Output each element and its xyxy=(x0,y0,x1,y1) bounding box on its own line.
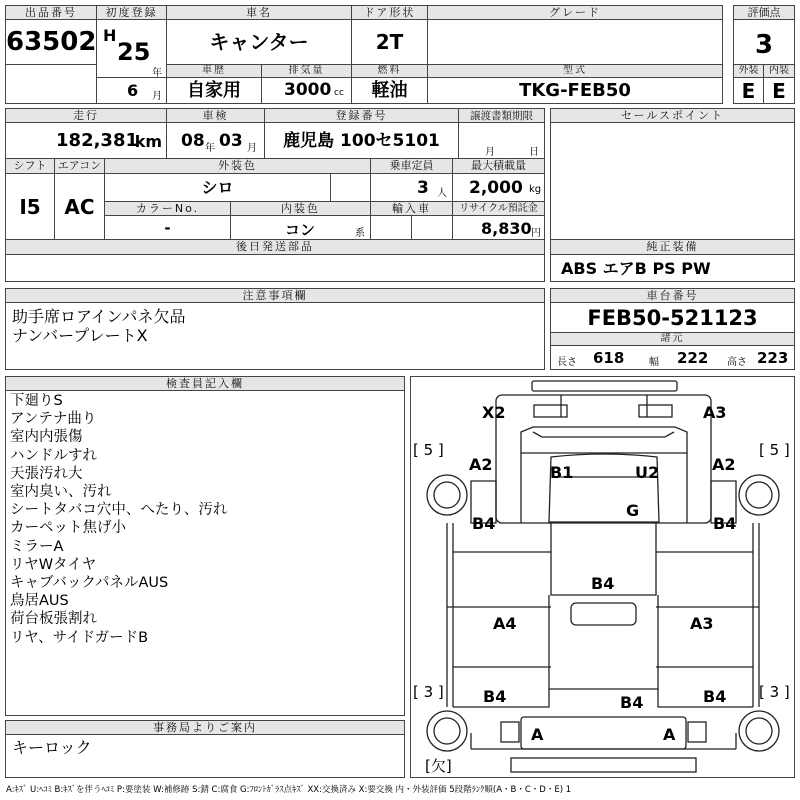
first-reg-month-cell xyxy=(97,78,167,104)
load-unit: kg xyxy=(529,184,542,195)
mark-b4-bottom-left: B4 xyxy=(483,687,507,706)
displacement-value: 3000 xyxy=(284,80,332,100)
transfer-cell xyxy=(459,123,545,159)
note-line-2: ナンバープレートX xyxy=(12,326,148,345)
displacement-unit: cc xyxy=(334,88,344,98)
mark-g: G xyxy=(626,501,640,520)
length-value: 618 xyxy=(593,349,625,367)
mileage-value: 182,381 xyxy=(56,130,138,151)
mark-a3-top: A3 xyxy=(703,403,727,422)
lot-blank xyxy=(5,65,97,104)
notes-label: 注意事項欄 xyxy=(5,288,545,303)
mark-b4-bottom-right: B4 xyxy=(703,687,727,706)
car-name-label: 車名 xyxy=(167,5,352,20)
inspector-line: カーペット焦げ小 xyxy=(10,520,126,537)
inspector-line: リヤWタイヤ xyxy=(10,556,97,573)
inspector-block xyxy=(5,376,405,716)
equipment-label: 純正装備 xyxy=(550,240,795,255)
inspector-line: リヤ、サイドガードB xyxy=(10,629,149,646)
ac-value: AC xyxy=(55,174,105,240)
lot-number: 63502 xyxy=(5,20,97,65)
inspector-line: ミラーA xyxy=(10,538,64,555)
capacity-value: 3 xyxy=(417,178,429,198)
capacity-cell xyxy=(371,174,453,202)
load-value: 2,000 xyxy=(469,178,523,198)
inspector-line: 荷台板張割れ xyxy=(10,611,97,628)
inspection-label: 車検 xyxy=(167,108,265,123)
mileage-cell xyxy=(5,123,167,159)
int-color-cell xyxy=(231,216,371,240)
import-value-a xyxy=(371,216,412,240)
exterior-grade: E xyxy=(733,78,764,104)
inspector-line: シートタバコ穴中、へたり、汚れ xyxy=(10,502,228,519)
inspection-month: 03 xyxy=(219,131,243,151)
reg-year-unit: 年 xyxy=(152,68,162,78)
history-label: 車歴 xyxy=(167,65,262,78)
ac-label: エアコン xyxy=(55,159,105,174)
inspector-line: アンテナ曲り xyxy=(10,411,97,428)
load-cell xyxy=(453,174,545,202)
inspector-line: キャブバックパネルAUS xyxy=(10,575,169,592)
sales-block xyxy=(550,108,795,282)
recycle-unit: 円 xyxy=(531,228,541,239)
chassis-label: 車台番号 xyxy=(550,288,795,303)
color-no-value: - xyxy=(105,216,231,240)
sales-point-value xyxy=(550,123,795,240)
note-line-1: 助手席ロアインパネ欠品 xyxy=(12,307,186,326)
reg-year: 25 xyxy=(117,38,151,66)
specs-block xyxy=(5,108,545,282)
office-block xyxy=(5,720,405,778)
mileage-label: 走行 xyxy=(5,108,167,123)
mark-u2: U2 xyxy=(635,463,660,482)
door-value: 2T xyxy=(352,20,428,65)
mark-b4-bottom-center: B4 xyxy=(620,693,644,712)
reg-month: 6 xyxy=(127,81,139,100)
width-value: 222 xyxy=(677,349,709,367)
door-label: ドア形状 xyxy=(352,5,428,20)
score-label: 評価点 xyxy=(733,5,795,20)
width-label: 幅 xyxy=(649,357,659,368)
header-block xyxy=(5,5,795,104)
dims-row xyxy=(550,346,795,370)
mark-a2-right: A2 xyxy=(712,455,736,474)
missing-mark: [欠] xyxy=(425,757,452,775)
model-label: 型式 xyxy=(428,65,723,78)
legend: A:ｷｽﾞ U:ﾍｺﾐ B:ｷｽﾞを伴うﾍｺﾐ P:要塗装 W:補修跡 S:錆 C:腐食 G:ﾌﾛﾝﾄｶﾞﾗｽ点ｷｽﾞ XX:交換済み X:要交換 内・外装評価 5段階ﾗﾝｸ順(A・B・C・D・E) 1 xyxy=(6,785,572,795)
inspection-month-unit: 月 xyxy=(247,143,257,154)
inspection-year-unit: 年 xyxy=(205,143,215,154)
ext-color-extra xyxy=(331,174,371,202)
mileage-unit: km xyxy=(134,132,162,151)
recycle-cell xyxy=(453,216,545,240)
mark-b4-right: B4 xyxy=(713,514,737,533)
plate-value: 鹿児島 100セ5101 xyxy=(265,123,459,159)
capacity-label: 乗車定員 xyxy=(371,159,453,174)
recycle-label: リサイクル預託金 xyxy=(453,202,545,216)
dims-label: 諸元 xyxy=(550,333,795,346)
displacement-label: 排気量 xyxy=(262,65,352,78)
exterior-label: 外装 xyxy=(733,65,764,78)
office-text: キーロック xyxy=(5,735,405,778)
ext-color-value: シロ xyxy=(105,174,331,202)
mark-a-right: A xyxy=(663,725,676,744)
inspector-line: 鳥居AUS xyxy=(10,593,69,610)
transfer-label: 譲渡書類期限 xyxy=(459,108,545,123)
chassis-block xyxy=(550,288,795,370)
import-value-b xyxy=(412,216,453,240)
interior-grade: E xyxy=(764,78,795,104)
first-reg-year-cell xyxy=(97,20,167,78)
mark-b1: B1 xyxy=(550,463,574,482)
int-color-value: コン xyxy=(285,221,316,239)
chassis-number: FEB50-521123 xyxy=(550,303,795,333)
mark-a4: A4 xyxy=(493,614,517,633)
notes-body xyxy=(5,303,545,370)
int-color-label: 内装色 xyxy=(231,202,371,216)
score-value: 3 xyxy=(733,20,795,65)
first-reg-label: 初度登録 xyxy=(97,5,167,20)
sales-point-label: セールスポイント xyxy=(550,108,795,123)
office-label: 事務局よりご案内 xyxy=(5,720,405,735)
inspector-body xyxy=(5,391,405,716)
height-value: 223 xyxy=(757,349,789,367)
int-color-unit: 系 xyxy=(355,228,365,239)
displacement-cell xyxy=(262,78,352,104)
later-parts-label: 後日発送部品 xyxy=(5,240,545,255)
inspector-line: 下廻りS xyxy=(10,393,63,409)
interior-label: 内装 xyxy=(764,65,795,78)
import-label: 輸入車 xyxy=(371,202,453,216)
height-label: 高さ xyxy=(727,357,747,368)
bracket-left-top: [ 5 ] xyxy=(413,441,444,459)
fuel-value: 軽油 xyxy=(352,78,428,104)
car-name: キャンター xyxy=(167,20,352,65)
shift-value: I5 xyxy=(5,174,55,240)
mark-a3-mid: A3 xyxy=(690,614,714,633)
plate-label: 登録番号 xyxy=(265,108,459,123)
color-no-label: カラーNo. xyxy=(105,202,231,216)
mark-b4-left: B4 xyxy=(472,514,496,533)
reg-month-unit: 月 xyxy=(152,91,162,102)
notes-block xyxy=(5,288,545,370)
fuel-label: 燃料 xyxy=(352,65,428,78)
lot-label: 出品番号 xyxy=(5,5,97,20)
transfer-month-unit: 月 xyxy=(485,147,495,158)
era-letter: H xyxy=(103,26,117,45)
inspection-year: 08 xyxy=(181,131,205,151)
grade-value xyxy=(428,20,723,65)
later-parts-value xyxy=(5,255,545,282)
inspector-line: 室内臭い、汚れ xyxy=(10,484,112,501)
bracket-right-bottom: [ 3 ] xyxy=(759,683,790,701)
length-label: 長さ xyxy=(557,357,577,368)
transfer-day-unit: 日 xyxy=(529,147,539,158)
ext-color-label: 外装色 xyxy=(105,159,371,174)
load-label: 最大積載量 xyxy=(453,159,545,174)
mark-a2-left: A2 xyxy=(469,455,493,474)
mark-a-left: A xyxy=(531,725,544,744)
grade-label: グレード xyxy=(428,5,723,20)
bracket-right-top: [ 5 ] xyxy=(759,441,790,459)
inspection-cell xyxy=(167,123,265,159)
inspector-line: ハンドルすれ xyxy=(10,447,97,464)
equipment-value: ABS エアB PS PW xyxy=(550,255,795,282)
truck-diagram xyxy=(410,376,795,778)
history-value: 自家用 xyxy=(167,78,262,104)
mark-b4-center: B4 xyxy=(591,574,615,593)
recycle-value: 8,830 xyxy=(481,219,532,238)
inspector-line: 天張汚れ大 xyxy=(10,465,83,482)
mark-x2: X2 xyxy=(482,403,506,422)
shift-label: シフト xyxy=(5,159,55,174)
capacity-unit: 人 xyxy=(437,188,447,199)
model-value: TKG-FEB50 xyxy=(428,78,723,104)
inspector-label: 検査員記入欄 xyxy=(5,376,405,391)
bracket-left-bottom: [ 3 ] xyxy=(413,683,444,701)
inspector-line: 室内内張傷 xyxy=(10,429,83,446)
